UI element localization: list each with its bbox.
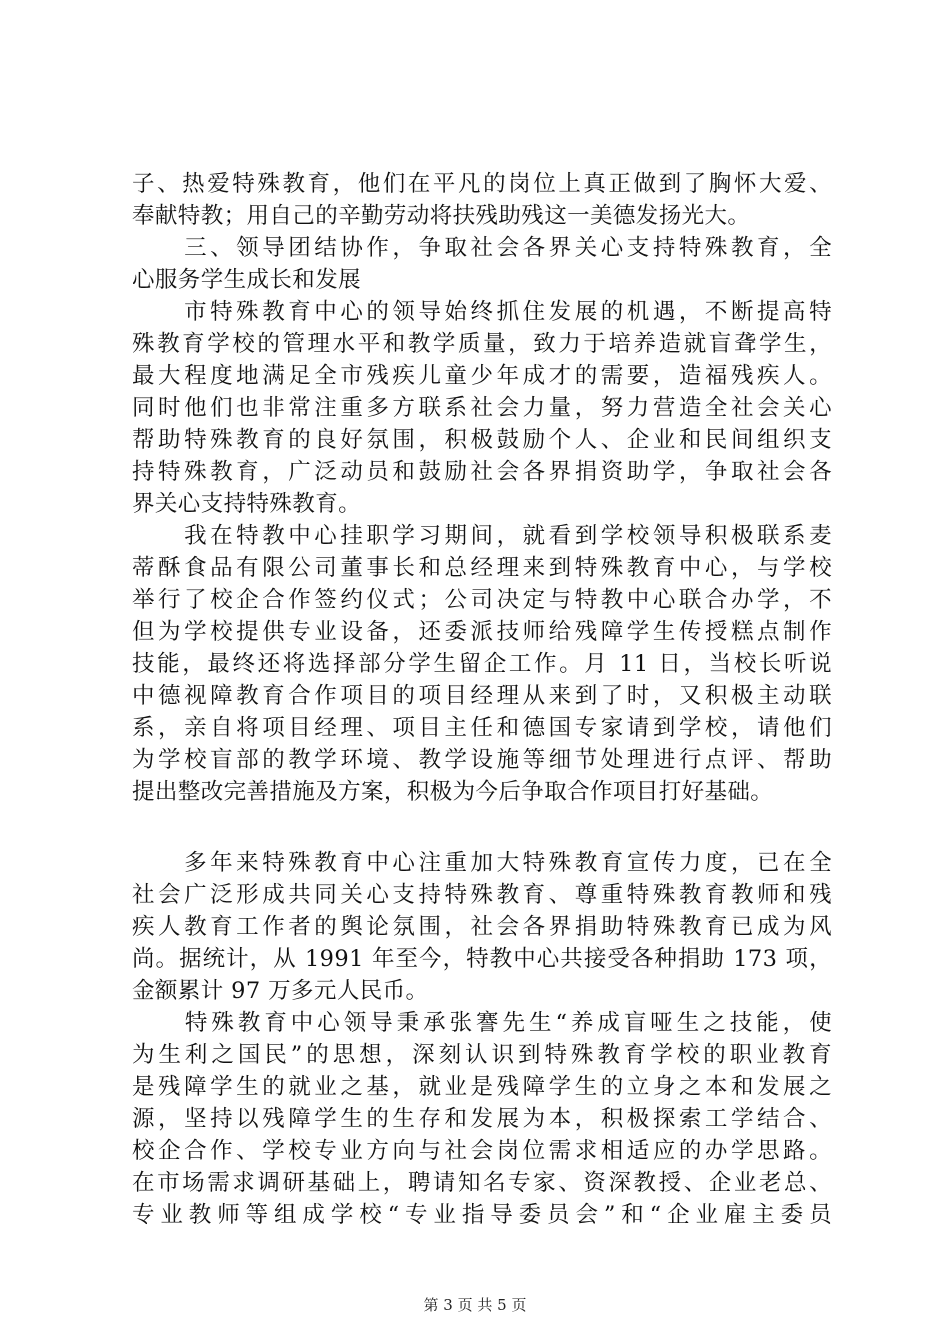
text-line: 界关心支持特殊教育。 — [132, 491, 362, 517]
section-heading — [132, 232, 832, 296]
text-line: 最大程度地满足全市残疾儿童少年成才的需要，造福残疾人。 — [132, 363, 832, 389]
text-line: 尚。据统计，从 1991 年至今，特教中心共接受各种捐助 173 项， — [132, 946, 832, 972]
text-line: 但为学校提供专业设备，还委派技师给残障学生传授糕点制作 — [132, 619, 832, 645]
text-line: 金额累计 97 万多元人民币。 — [132, 978, 429, 1004]
text-line: 社会广泛形成共同关心支持特殊教育、尊重特殊教育教师和残 — [132, 882, 832, 908]
text-line: 同时他们也非常注重多方联系社会力量，努力营造全社会关心 — [132, 395, 832, 421]
text-line: 技能，最终还将选择部分学生留企工作。月 11 日，当校长听说 — [132, 651, 832, 677]
text-line: 特殊教育中心领导秉承张謇先生“养成盲哑生之技能，使 — [132, 1010, 832, 1036]
text-line: 举行了校企合作签约仪式；公司决定与特教中心联合办学，不 — [132, 587, 832, 613]
text-line: 帮助特殊教育的良好氛围，积极鼓励个人、企业和民间组织支 — [132, 427, 832, 453]
page-number-footer: 第 3 页 共 5 页 — [423, 1296, 527, 1314]
text-line: 我在特教中心挂职学习期间，就看到学校领导积极联系麦 — [132, 523, 832, 549]
text-line: 持特殊教育，广泛动员和鼓励社会各界捐资助学，争取社会各 — [132, 459, 832, 485]
text-line: 系，亲自将项目经理、项目主任和德国专家请到学校，请他们 — [132, 715, 832, 741]
text-line: 专业教师等组成学校“专业指导委员会”和“企业雇主委员 — [132, 1202, 832, 1228]
text-line: 为学校盲部的教学环境、教学设施等细节处理进行点评、帮助 — [132, 747, 832, 773]
text-line: 市特殊教育中心的领导始终抓住发展的机遇，不断提高特 — [132, 299, 832, 325]
text-line: 蒂酥食品有限公司董事长和总经理来到特殊教育中心，与学校 — [132, 555, 832, 581]
text-line: 校企合作、学校专业方向与社会岗位需求相适应的办学思路。 — [132, 1138, 832, 1164]
document-body — [132, 168, 832, 1231]
text-line: 心服务学生成长和发展 — [132, 267, 362, 293]
text-line: 提出整改完善措施及方案，积极为今后争取合作项目打好基础。 — [132, 779, 774, 805]
text-line: 为生利之国民”的思想，深刻认识到特殊教育学校的职业教育 — [132, 1042, 832, 1068]
paragraph — [132, 296, 832, 520]
text-line: 三、领导团结协作，争取社会各界关心支持特殊教育，全 — [132, 235, 832, 261]
text-line: 在市场需求调研基础上，聘请知名专家、资深教授、企业老总、 — [132, 1170, 832, 1196]
text-line: 源，坚持以残障学生的生存和发展为本，积极探索工学结合、 — [132, 1106, 832, 1132]
text-line: 是残障学生的就业之基，就业是残障学生的立身之本和发展之 — [132, 1074, 832, 1100]
text-line: 多年来特殊教育中心注重加大特殊教育宣传力度，已在全 — [132, 850, 832, 876]
text-line: 中德视障教育合作项目的项目经理从来到了时，又积极主动联 — [132, 683, 832, 709]
text-line: 疾人教育工作者的舆论氛围，社会各界捐助特殊教育已成为风 — [132, 914, 832, 940]
text-line: 子、热爱特殊教育，他们在平凡的岗位上真正做到了胸怀大爱、 — [132, 171, 832, 197]
paragraph — [132, 520, 832, 808]
paragraph — [132, 847, 832, 1007]
text-line: 奉献特教；用自己的辛勤劳动将扶残助残这一美德发扬光大。 — [132, 203, 751, 229]
paragraph-spacer — [132, 808, 832, 847]
paragraph — [132, 1007, 832, 1231]
paragraph — [132, 168, 832, 232]
text-line: 殊教育学校的管理水平和教学质量，致力于培养造就盲聋学生， — [132, 331, 832, 357]
